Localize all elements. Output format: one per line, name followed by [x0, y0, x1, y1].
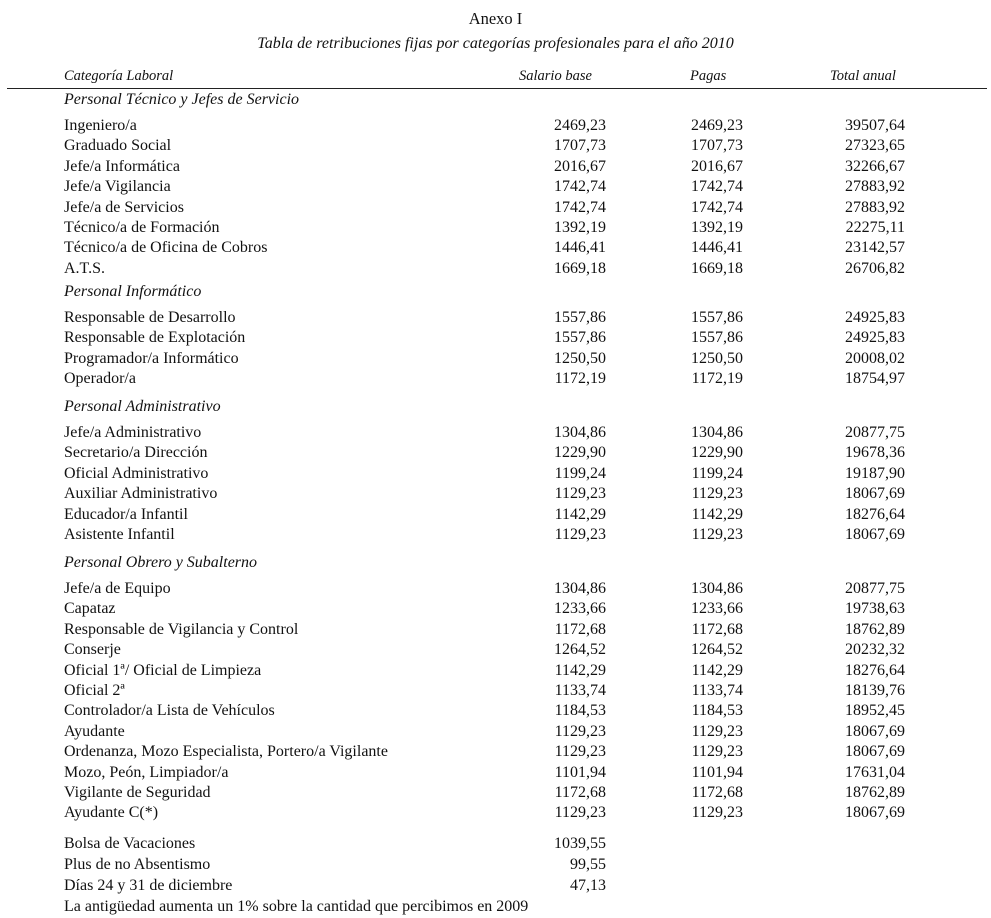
- table-row: [0, 218, 991, 238]
- salary-cell: 1233,66: [554, 600, 606, 618]
- header-pagas: Pagas: [690, 68, 727, 84]
- pagas-cell: 1129,23: [691, 526, 743, 543]
- category-cell: Vigilante de Seguridad: [64, 784, 211, 801]
- category-cell: Ayudante: [64, 722, 125, 740]
- total-cell: 19187,90: [845, 464, 905, 482]
- total-cell: 24925,83: [845, 329, 905, 347]
- extra-row: [0, 876, 991, 896]
- table-row: [0, 484, 991, 504]
- extra-amount: 47,13: [570, 877, 606, 894]
- salary-cell: 1250,50: [554, 349, 606, 367]
- salary-cell: 1172,68: [554, 620, 606, 638]
- category-cell: Responsable de Vigilancia y Control: [64, 620, 299, 638]
- category-cell: A.T.S.: [64, 259, 106, 277]
- salary-cell: 1172,19: [554, 370, 606, 388]
- total-cell: 18139,76: [845, 682, 905, 699]
- total-cell: 32266,67: [845, 157, 905, 175]
- category-cell: Ingeniero/a: [64, 117, 137, 134]
- category-cell: Técnico/a de Oficina de Cobros: [64, 239, 268, 257]
- salary-cell: 1172,68: [554, 784, 606, 801]
- pagas-cell: 1392,19: [691, 219, 743, 236]
- table-row: [0, 308, 991, 328]
- pagas-cell: 1129,23: [691, 804, 743, 822]
- total-cell: 26706,82: [845, 259, 905, 277]
- pagas-cell: 1172,68: [691, 620, 743, 638]
- total-cell: 19678,36: [845, 444, 905, 462]
- category-cell: Jefe/a de Equipo: [64, 580, 171, 597]
- salary-cell: 1392,19: [554, 219, 606, 236]
- total-cell: 19738,63: [845, 600, 905, 618]
- header-rule: [7, 88, 987, 89]
- category-cell: Operador/a: [64, 370, 136, 388]
- total-cell: 27883,92: [845, 178, 905, 196]
- table-row: [0, 783, 991, 803]
- category-cell: Jefe/a de Servicios: [64, 198, 184, 216]
- category-cell: Jefe/a Vigilancia: [64, 178, 171, 196]
- pagas-cell: 1669,18: [691, 259, 743, 277]
- category-cell: Ordenanza, Mozo Especialista, Portero/a Vigilante: [64, 743, 388, 761]
- pagas-cell: 1233,66: [691, 600, 743, 618]
- table-row: [0, 525, 991, 545]
- pagas-cell: 1742,74: [691, 178, 743, 196]
- category-cell: Responsable de Explotación: [64, 329, 246, 347]
- table-row: [0, 198, 991, 218]
- table-row: [0, 349, 991, 369]
- table-row: [0, 505, 991, 525]
- table-row: [0, 157, 991, 177]
- salary-cell: 1304,86: [554, 424, 606, 441]
- pagas-cell: 1304,86: [691, 580, 743, 597]
- salary-cell: 1742,74: [554, 178, 606, 196]
- table-row: [0, 599, 991, 619]
- pagas-cell: 1172,68: [691, 784, 743, 801]
- table-subtitle: Tabla de retribuciones fijas por categorías profesionales para el año 2010: [257, 35, 734, 52]
- extra-row: [0, 855, 991, 875]
- extra-amount: 99,55: [570, 856, 606, 873]
- total-cell: 20877,75: [845, 580, 905, 597]
- salary-cell: 1129,23: [554, 804, 606, 822]
- salary-cell: 1304,86: [554, 580, 606, 597]
- category-cell: Jefe/a Administrativo: [64, 424, 202, 441]
- category-cell: Oficial 1ª/ Oficial de Limpieza: [64, 661, 262, 679]
- salary-cell: 1557,86: [554, 309, 606, 326]
- total-cell: 20008,02: [845, 349, 905, 367]
- section-title: Personal Obrero y Subalterno: [64, 554, 258, 571]
- table-row: [0, 116, 991, 136]
- category-cell: Técnico/a de Formación: [64, 219, 220, 236]
- pagas-cell: 1142,29: [691, 505, 743, 523]
- table-row: [0, 423, 991, 443]
- category-cell: Conserje: [64, 641, 121, 659]
- footnote: La antigüedad aumenta un 1% sobre la cantidad que percibimos en 2009: [64, 898, 529, 915]
- extra-name: Bolsa de Vacaciones: [64, 835, 196, 852]
- pagas-cell: 1250,50: [691, 349, 743, 367]
- total-cell: 27323,65: [845, 137, 905, 155]
- total-cell: 39507,64: [845, 117, 905, 134]
- salary-cell: 1142,29: [554, 505, 606, 523]
- total-cell: 18762,89: [845, 620, 905, 638]
- table-row: [0, 742, 991, 762]
- salary-cell: 1129,23: [554, 743, 606, 761]
- table-row: [0, 136, 991, 156]
- pagas-cell: 1133,74: [691, 682, 743, 699]
- salary-cell: 1742,74: [554, 198, 606, 216]
- extra-name: Plus de no Absentismo: [64, 856, 211, 873]
- total-cell: 18276,64: [845, 661, 905, 679]
- total-cell: 23142,57: [845, 239, 905, 257]
- pagas-cell: 2016,67: [691, 157, 743, 175]
- extra-name: Días 24 y 31 de diciembre: [64, 877, 233, 894]
- category-cell: Responsable de Desarrollo: [64, 309, 236, 326]
- total-cell: 20232,32: [845, 641, 905, 659]
- pagas-cell: 1557,86: [691, 329, 743, 347]
- category-cell: Jefe/a Informática: [64, 157, 180, 175]
- extra-row: [0, 834, 991, 854]
- salary-cell: 2016,67: [554, 157, 606, 175]
- pagas-cell: 1199,24: [691, 464, 743, 482]
- annex-title: Anexo I: [468, 9, 523, 28]
- pagas-cell: 1742,74: [691, 198, 743, 216]
- salary-cell: 1184,53: [554, 702, 606, 720]
- salary-cell: 1142,29: [554, 661, 606, 679]
- table-row: [0, 328, 991, 348]
- total-cell: 24925,83: [845, 309, 905, 326]
- table-row: [0, 661, 991, 681]
- category-cell: Programador/a Informático: [64, 349, 239, 367]
- pagas-cell: 1304,86: [691, 424, 743, 441]
- total-cell: 18754,97: [845, 370, 905, 388]
- table-row: [0, 259, 991, 279]
- total-cell: 17631,04: [845, 763, 905, 781]
- table-row: [0, 177, 991, 197]
- table-row: [0, 238, 991, 258]
- category-cell: Oficial Administrativo: [64, 464, 209, 482]
- section-title: Personal Informático: [64, 283, 202, 300]
- pagas-cell: 1264,52: [691, 641, 743, 659]
- total-cell: 18276,64: [845, 505, 905, 523]
- pagas-cell: 1129,23: [691, 722, 743, 740]
- total-cell: 20877,75: [845, 424, 905, 441]
- total-cell: 18067,69: [845, 485, 905, 503]
- pagas-cell: 1184,53: [691, 702, 743, 720]
- header-category: Categoría Laboral: [64, 68, 174, 84]
- salary-cell: 1557,86: [554, 329, 606, 347]
- header-total: Total anual: [830, 68, 896, 84]
- salary-cell: 1101,94: [554, 763, 606, 781]
- section-title: Personal Administrativo: [64, 398, 221, 415]
- salary-cell: 1129,23: [554, 485, 606, 503]
- salary-cell: 1129,23: [554, 722, 606, 740]
- pagas-cell: 1172,19: [691, 370, 743, 388]
- extra-amount: 1039,55: [554, 835, 606, 852]
- total-cell: 22275,11: [845, 219, 905, 236]
- salary-cell: 1669,18: [554, 259, 606, 277]
- pagas-cell: 2469,23: [691, 117, 743, 134]
- category-cell: Graduado Social: [64, 137, 172, 155]
- total-cell: 18952,45: [845, 702, 905, 720]
- table-row: [0, 640, 991, 660]
- pagas-cell: 1101,94: [691, 763, 743, 781]
- category-cell: Ayudante C(*): [64, 804, 159, 822]
- salary-cell: 1133,74: [554, 682, 606, 699]
- category-cell: Auxiliar Administrativo: [64, 485, 218, 503]
- category-cell: Controlador/a Lista de Vehículos: [64, 702, 275, 720]
- total-cell: 18067,69: [845, 722, 905, 740]
- pagas-cell: 1557,86: [691, 309, 743, 326]
- pagas-cell: 1129,23: [691, 485, 743, 503]
- pagas-cell: 1229,90: [691, 444, 743, 462]
- table-row: [0, 763, 991, 783]
- pagas-cell: 1129,23: [691, 743, 743, 761]
- salary-cell: 1264,52: [554, 641, 606, 659]
- salary-cell: 1707,73: [554, 137, 606, 155]
- pagas-cell: 1446,41: [691, 239, 743, 257]
- total-cell: 27883,92: [845, 198, 905, 216]
- pagas-cell: 1707,73: [691, 137, 743, 155]
- total-cell: 18067,69: [845, 526, 905, 543]
- table-row: [0, 464, 991, 484]
- category-cell: Asistente Infantil: [64, 526, 175, 543]
- category-cell: Mozo, Peón, Limpiador/a: [64, 763, 229, 781]
- pagas-cell: 1142,29: [691, 661, 743, 679]
- header-salary: Salario base: [519, 68, 592, 84]
- table-row: [0, 579, 991, 599]
- total-cell: 18067,69: [845, 743, 905, 761]
- table-row: [0, 620, 991, 640]
- table-row: [0, 369, 991, 389]
- category-cell: Capataz: [64, 600, 116, 618]
- category-cell: Secretario/a Dirección: [64, 444, 208, 462]
- salary-cell: 1229,90: [554, 444, 606, 462]
- salary-cell: 1199,24: [554, 464, 606, 482]
- table-row: [0, 443, 991, 463]
- total-cell: 18762,89: [845, 784, 905, 801]
- salary-cell: 2469,23: [554, 117, 606, 134]
- salary-cell: 1129,23: [554, 526, 606, 543]
- salary-cell: 1446,41: [554, 239, 606, 257]
- table-row: [0, 681, 991, 701]
- section-title: Personal Técnico y Jefes de Servicio: [64, 91, 300, 108]
- category-cell: Educador/a Infantil: [64, 505, 188, 523]
- category-cell: Oficial 2ª: [64, 682, 125, 699]
- table-row: [0, 803, 991, 823]
- table-row: [0, 722, 991, 742]
- table-row: [0, 701, 991, 721]
- total-cell: 18067,69: [845, 804, 905, 822]
